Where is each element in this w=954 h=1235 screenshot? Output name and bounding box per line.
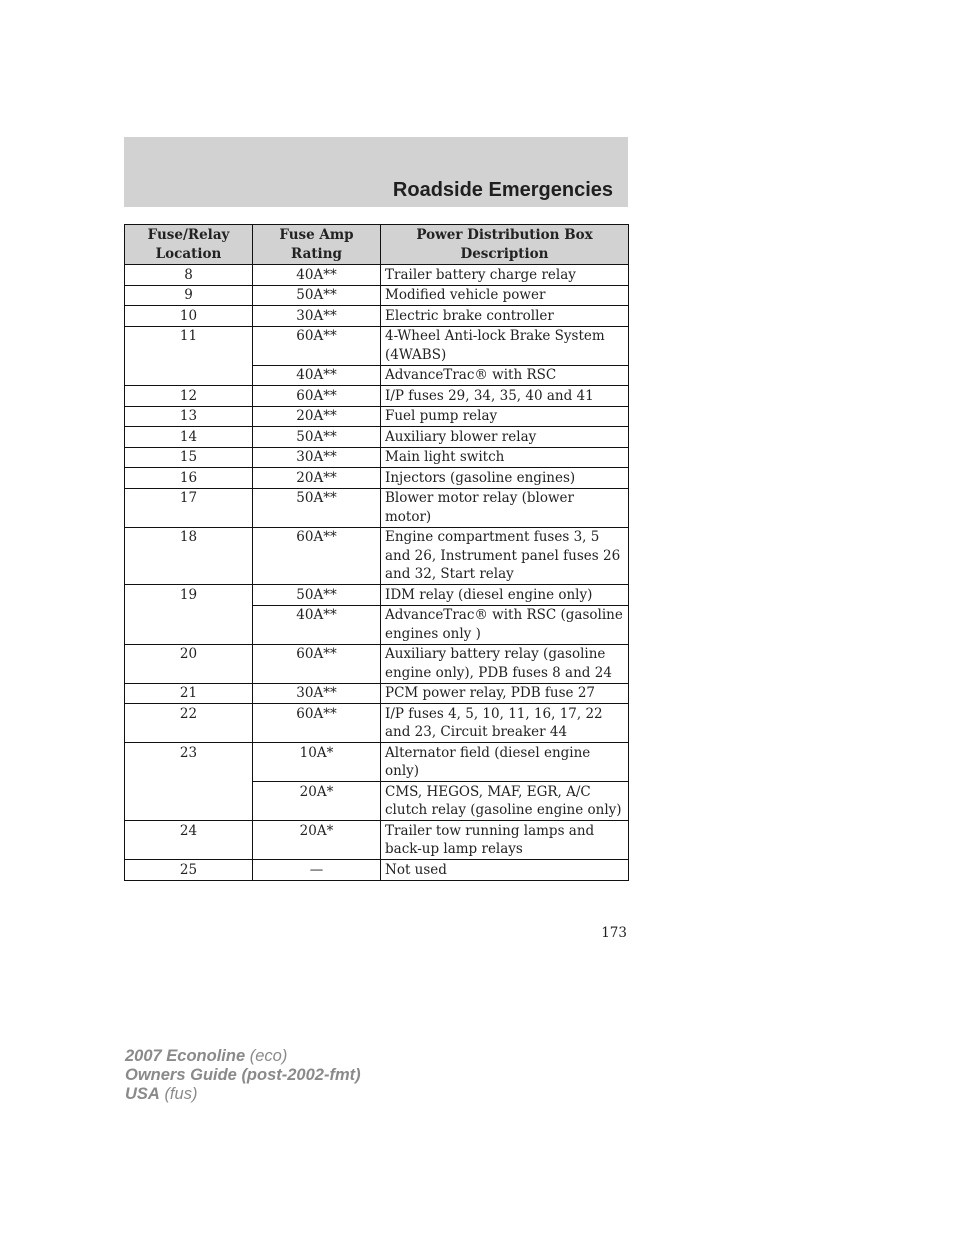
cell-description: IDM relay (diesel engine only) [381,585,629,606]
cell-amp: 60A** [253,326,381,365]
table-row [125,427,629,448]
table-row [125,265,629,286]
footer-line-model: 2007 Econoline (eco) [125,1047,288,1065]
cell-description: Fuel pump relay [381,406,629,427]
cell-location: 11 [125,326,253,386]
cell-description: Electric brake controller [381,306,629,327]
cell-description: Engine compartment fuses 3, 5 and 26, Instrument panel fuses 26 and 32, Start relay [381,527,629,585]
table-row [125,644,629,683]
table-row [125,488,629,527]
table-header-row [125,225,629,265]
fuse-table [124,224,629,881]
table-row [125,285,629,306]
cell-amp: 50A** [253,488,381,527]
cell-location: 25 [125,860,253,881]
cell-location: 19 [125,585,253,645]
table-row [125,326,629,365]
cell-amp: 40A** [253,365,381,386]
cell-location: 10 [125,306,253,327]
table-row [125,406,629,427]
cell-description: Injectors (gasoline engines) [381,468,629,489]
table-row [125,821,629,860]
cell-description: I/P fuses 4, 5, 10, 11, 16, 17, 22 and 23, Circuit breaker 44 [381,704,629,743]
cell-amp: 30A** [253,306,381,327]
cell-location: 20 [125,644,253,683]
page-number: 173 [601,925,627,941]
cell-amp: 60A** [253,527,381,585]
cell-amp: 40A** [253,605,381,644]
cell-description: Trailer tow running lamps and back-up lamp relays [381,821,629,860]
column-header-location: Fuse/Relay Location [125,225,253,265]
cell-amp: 50A** [253,585,381,606]
cell-description: AdvanceTrac® with RSC [381,365,629,386]
cell-location: 14 [125,427,253,448]
cell-location: 23 [125,743,253,821]
cell-location: 12 [125,386,253,407]
cell-amp: 60A** [253,644,381,683]
cell-location: 9 [125,285,253,306]
footer-line-guide: Owners Guide (post-2002-fmt) [125,1066,361,1084]
cell-amp: 20A** [253,406,381,427]
cell-amp: 30A** [253,447,381,468]
table-row [125,585,629,606]
table-row [125,704,629,743]
cell-location: 18 [125,527,253,585]
cell-description: Blower motor relay (blower motor) [381,488,629,527]
cell-amp: 40A** [253,265,381,286]
section-header-band [124,137,628,207]
cell-description: Alternator field (diesel engine only) [381,743,629,782]
cell-amp: 60A** [253,386,381,407]
cell-description: Modified vehicle power [381,285,629,306]
cell-description: Main light switch [381,447,629,468]
cell-amp: — [253,860,381,881]
cell-description: Trailer battery charge relay [381,265,629,286]
footer-line-market: USA (fus) [125,1085,198,1103]
cell-amp: 20A* [253,821,381,860]
cell-amp: 20A* [253,782,381,821]
cell-amp: 30A** [253,683,381,704]
cell-location: 13 [125,406,253,427]
cell-description: I/P fuses 29, 34, 35, 40 and 41 [381,386,629,407]
section-title: Roadside Emergencies [392,179,613,201]
cell-location: 8 [125,265,253,286]
table-row [125,386,629,407]
cell-location: 21 [125,683,253,704]
cell-amp: 10A* [253,743,381,782]
cell-amp: 60A** [253,704,381,743]
table-row [125,683,629,704]
cell-description: Auxiliary blower relay [381,427,629,448]
column-header-amp-rating: Fuse Amp Rating [253,225,381,265]
cell-description: AdvanceTrac® with RSC (gasoline engines only ) [381,605,629,644]
cell-amp: 20A** [253,468,381,489]
table-row [125,468,629,489]
cell-amp: 50A** [253,427,381,448]
table-row [125,447,629,468]
cell-location: 15 [125,447,253,468]
cell-location: 24 [125,821,253,860]
cell-location: 16 [125,468,253,489]
cell-description: 4-Wheel Anti-lock Brake System (4WABS) [381,326,629,365]
cell-description: Not used [381,860,629,881]
column-header-description: Power Distribution Box Description [381,225,629,265]
table-row [125,527,629,585]
cell-description: PCM power relay, PDB fuse 27 [381,683,629,704]
table-row [125,860,629,881]
cell-location: 22 [125,704,253,743]
cell-amp: 50A** [253,285,381,306]
table-row [125,743,629,782]
document-footer [125,1047,361,1104]
cell-description: Auxiliary battery relay (gasoline engine only), PDB fuses 8 and 24 [381,644,629,683]
cell-location: 17 [125,488,253,527]
table-row [125,306,629,327]
cell-description: CMS, HEGOS, MAF, EGR, A/C clutch relay (gasoline engine only) [381,782,629,821]
